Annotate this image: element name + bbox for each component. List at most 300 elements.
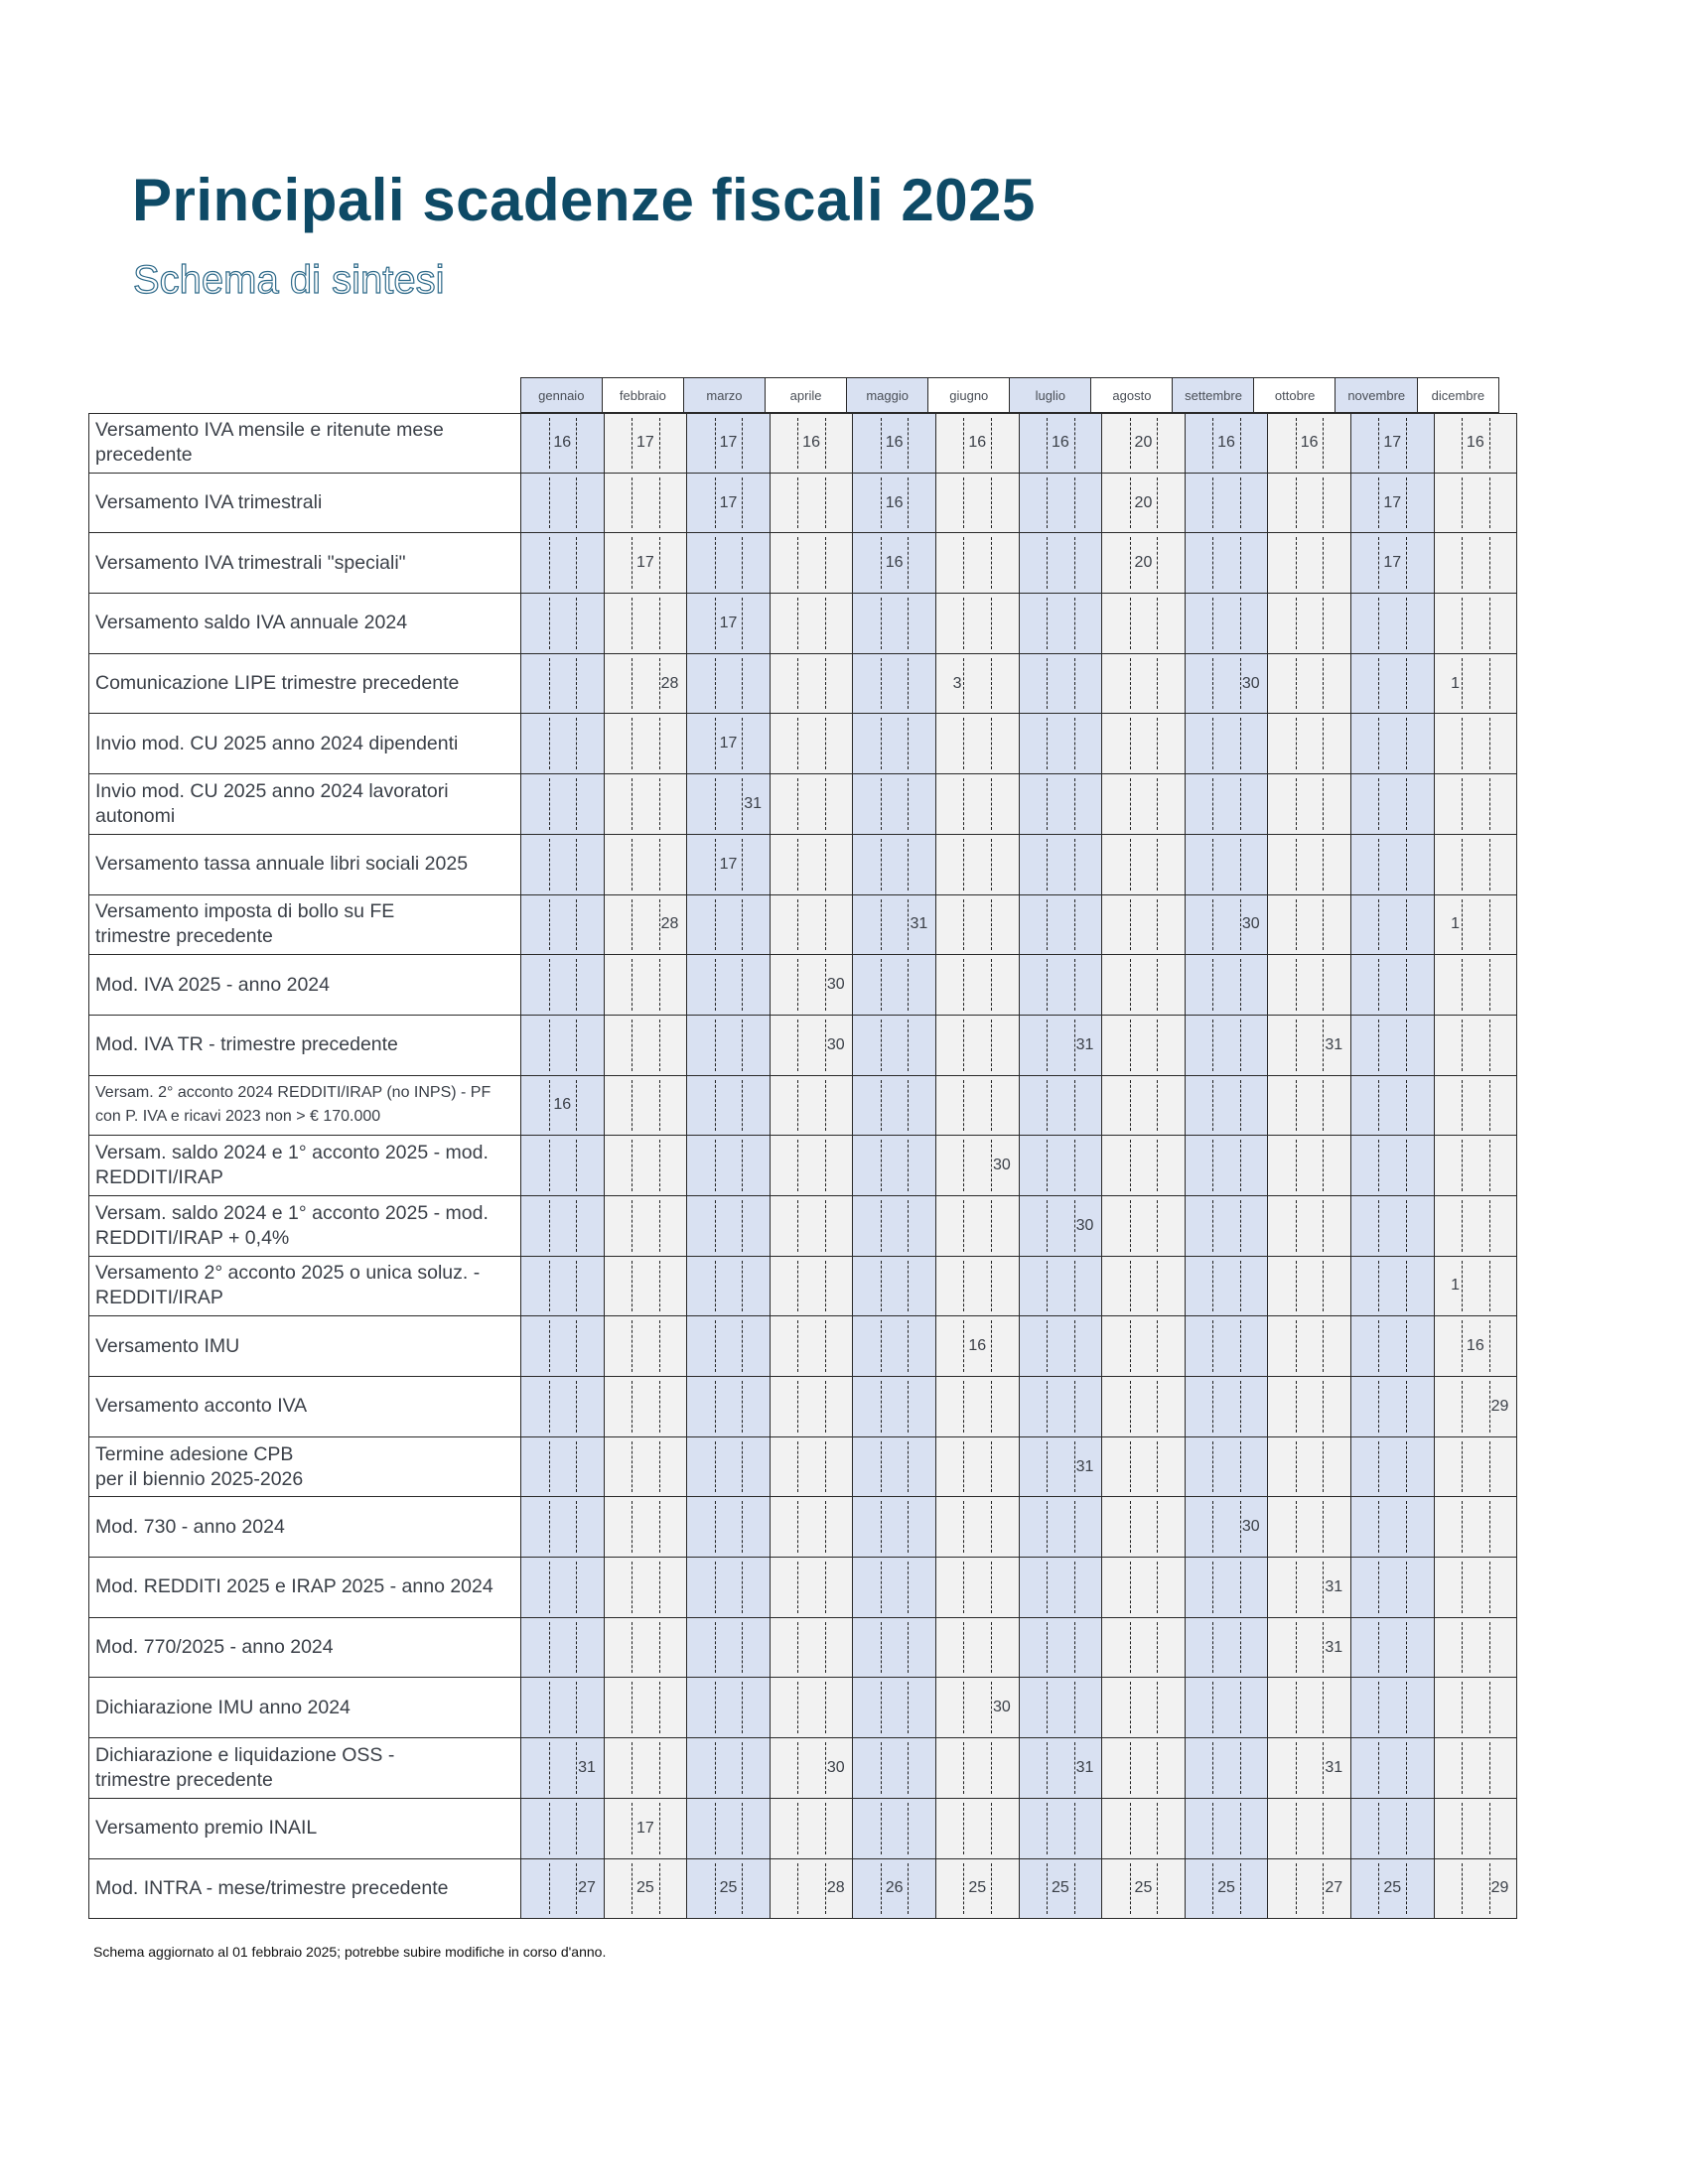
decade-slot: [1435, 1618, 1464, 1678]
decade-divider: [1047, 418, 1048, 469]
deadline-day: 30: [826, 1758, 845, 1776]
decade-slot: [550, 474, 576, 533]
decade-divider: [1074, 1320, 1075, 1372]
month-cell-ottobre: [1268, 774, 1351, 835]
decade-slot: [1463, 1738, 1488, 1798]
decade-slot: [716, 1618, 742, 1678]
decade-divider: [825, 418, 826, 469]
decade-slot: [550, 654, 576, 714]
decade-divider: [1047, 778, 1048, 830]
decade-divider: [549, 1140, 550, 1191]
decade-slot: [798, 1136, 824, 1195]
decade-slot: [1186, 1558, 1214, 1617]
decade-slot: [907, 1257, 935, 1316]
month-cell-gennaio: [521, 1437, 605, 1498]
decade-slot: [907, 1497, 935, 1557]
decade-divider: [1157, 1562, 1158, 1613]
decade-slot: [990, 895, 1019, 955]
decade-slot: [1213, 1257, 1239, 1316]
decade-slot: [824, 414, 853, 473]
decade-divider: [1406, 1080, 1407, 1132]
decade-divider: [632, 1622, 633, 1674]
month-cell-giugno: [936, 1799, 1020, 1859]
decade-slot: [1351, 1558, 1380, 1617]
decade-slot: [1186, 895, 1214, 955]
decade-divider: [908, 1622, 909, 1674]
month-cell-dicembre: [1435, 895, 1518, 956]
decade-slot: [965, 594, 991, 653]
table-row: [88, 533, 1517, 594]
decade-divider: [576, 1140, 577, 1191]
decade-divider: [1047, 1320, 1048, 1372]
decade-divider: [1378, 1441, 1379, 1493]
month-cell-marzo: [687, 895, 771, 956]
decade-slot: [771, 414, 799, 473]
decade-divider: [549, 1742, 550, 1794]
decade-divider: [742, 1803, 743, 1854]
month-cell-marzo: [687, 1437, 771, 1498]
decade-slot: [575, 1799, 604, 1858]
decade-slot: [658, 1558, 687, 1617]
decade-slot: [1351, 774, 1380, 834]
decade-slot: [1020, 955, 1049, 1015]
decade-slot: [633, 1738, 658, 1798]
decade-slot: [1156, 1799, 1185, 1858]
month-cell-giugno: [936, 594, 1020, 654]
decade-slot: [1131, 895, 1157, 955]
decade-slot: [1488, 1618, 1517, 1678]
decade-divider: [797, 1320, 798, 1372]
decade-divider: [1240, 418, 1241, 469]
decade-slot: [907, 1377, 935, 1436]
decade-slot: [1405, 1377, 1434, 1436]
decade-slot: [1020, 1497, 1049, 1557]
decade-divider: [1074, 1863, 1075, 1915]
decade-divider: [659, 1320, 660, 1372]
decade-slot: [1186, 1497, 1214, 1557]
month-cell-giugno: [936, 895, 1020, 956]
deadline-day: 26: [885, 1879, 904, 1897]
decade-divider: [908, 1381, 909, 1433]
month-cell-ottobre: [1268, 1859, 1351, 1920]
decade-slot: [521, 1016, 550, 1075]
decade-slot: [1156, 654, 1185, 714]
decade-divider: [1212, 1080, 1213, 1132]
decade-slot: [1186, 774, 1214, 834]
decade-slot: [1156, 1316, 1185, 1376]
decade-divider: [1462, 899, 1463, 951]
decade-slot: [882, 1678, 908, 1737]
decade-slot: [990, 533, 1019, 593]
decade-slot: [1073, 1196, 1102, 1256]
decade-divider: [908, 718, 909, 769]
decade-slot: [1379, 594, 1405, 653]
decade-slot: [1297, 1859, 1323, 1919]
decade-slot: [1463, 1196, 1488, 1256]
decade-slot: [1048, 1738, 1073, 1798]
decade-slot: [575, 533, 604, 593]
decade-divider: [659, 1803, 660, 1854]
decade-slot: [1048, 1859, 1073, 1919]
decade-slot: [882, 1316, 908, 1376]
decade-slot: [1102, 474, 1131, 533]
decade-divider: [742, 1200, 743, 1252]
decade-slot: [1488, 1016, 1517, 1075]
month-cell-dicembre: [1435, 1196, 1518, 1257]
decade-slot: [1379, 1136, 1405, 1195]
decade-divider: [576, 598, 577, 649]
decade-divider: [715, 839, 716, 890]
decade-slot: [1405, 414, 1434, 473]
decade-divider: [1323, 1622, 1324, 1674]
decade-divider: [659, 478, 660, 529]
month-cell-gennaio: [521, 413, 605, 474]
decade-divider: [1240, 1863, 1241, 1915]
decade-slot: [965, 1196, 991, 1256]
decade-slot: [824, 1859, 853, 1919]
decade-slot: [1186, 1377, 1214, 1436]
decade-slot: [798, 1316, 824, 1376]
decade-divider: [549, 478, 550, 529]
decade-slot: [605, 654, 633, 714]
decade-slot: [798, 1558, 824, 1617]
month-cell-settembre: [1186, 955, 1269, 1016]
deadline-day: 29: [1490, 1397, 1509, 1415]
month-cell-ottobre: [1268, 594, 1351, 654]
decade-slot: [824, 1738, 853, 1798]
decade-slot: [716, 654, 742, 714]
decade-slot: [1239, 1136, 1268, 1195]
deadline-day: 30: [1241, 915, 1260, 933]
deadline-day: 30: [826, 1035, 845, 1053]
decade-divider: [825, 1020, 826, 1071]
decade-slot: [521, 1377, 550, 1436]
month-cell-novembre: [1351, 1437, 1435, 1498]
decade-slot: [990, 414, 1019, 473]
decade-slot: [882, 414, 908, 473]
decade-slot: [741, 1558, 770, 1617]
decade-divider: [1489, 1441, 1490, 1493]
decade-divider: [1212, 418, 1213, 469]
decade-slot: [658, 835, 687, 894]
decade-slot: [1268, 1257, 1297, 1316]
month-cell-dicembre: [1435, 1377, 1518, 1437]
decade-divider: [825, 899, 826, 951]
decade-divider: [1240, 778, 1241, 830]
decade-slot: [853, 1257, 882, 1316]
decade-slot: [907, 474, 935, 533]
decade-slot: [575, 1257, 604, 1316]
decade-slot: [550, 1678, 576, 1737]
decade-slot: [1379, 1377, 1405, 1436]
decade-slot: [1379, 1076, 1405, 1136]
decade-divider: [632, 537, 633, 589]
deadline-label: Mod. IVA TR - trimestre precedente: [88, 1016, 521, 1076]
decade-slot: [658, 1618, 687, 1678]
decade-divider: [1462, 1863, 1463, 1915]
month-cell-febbraio: [605, 1196, 688, 1257]
decade-slot: [1213, 474, 1239, 533]
deadline-label: Dichiarazione e liquidazione OSS - trimestre precedente: [88, 1738, 521, 1799]
decade-divider: [1157, 1261, 1158, 1312]
decade-slot: [1268, 594, 1297, 653]
decade-slot: [687, 1497, 716, 1557]
decade-divider: [632, 1320, 633, 1372]
decade-divider: [1489, 1803, 1490, 1854]
deadline-day: 16: [1466, 434, 1484, 452]
decade-slot: [1020, 1558, 1049, 1617]
decade-slot: [882, 533, 908, 593]
decade-slot: [633, 1316, 658, 1376]
decade-slot: [907, 1558, 935, 1617]
decade-slot: [936, 955, 965, 1015]
table-row: [88, 1257, 1517, 1317]
decade-slot: [853, 1618, 882, 1678]
decade-slot: [1213, 1196, 1239, 1256]
month-cell-settembre: [1186, 1799, 1269, 1859]
decade-slot: [882, 1377, 908, 1436]
decade-slot: [1405, 1678, 1434, 1737]
month-cell-gennaio: [521, 835, 605, 895]
decade-slot: [1268, 1859, 1297, 1919]
decade-divider: [825, 1441, 826, 1493]
month-cell-luglio: [1020, 1437, 1103, 1498]
decade-divider: [1323, 1261, 1324, 1312]
decade-slot: [1379, 474, 1405, 533]
decade-slot: [605, 1799, 633, 1858]
decade-slot: [907, 1738, 935, 1798]
decade-divider: [991, 1200, 992, 1252]
month-cell-settembre: [1186, 594, 1269, 654]
decade-slot: [1268, 895, 1297, 955]
decade-slot: [990, 1377, 1019, 1436]
decade-slot: [741, 474, 770, 533]
decade-divider: [963, 1140, 964, 1191]
decade-slot: [990, 1437, 1019, 1497]
decade-divider: [1378, 1742, 1379, 1794]
decade-slot: [882, 714, 908, 773]
month-cell-gennaio: [521, 895, 605, 956]
decade-slot: [550, 1377, 576, 1436]
decade-slot: [1156, 1136, 1185, 1195]
deadline-day: 28: [826, 1879, 845, 1897]
decade-divider: [1323, 418, 1324, 469]
decade-slot: [1435, 714, 1464, 773]
month-cell-marzo: [687, 714, 771, 774]
month-cell-aprile: [771, 594, 854, 654]
decade-divider: [576, 1441, 577, 1493]
decade-slot: [1463, 414, 1488, 473]
deadline-day: 16: [553, 434, 572, 452]
month-cell-marzo: [687, 1618, 771, 1679]
decade-divider: [1157, 478, 1158, 529]
decade-divider: [1240, 1742, 1241, 1794]
month-cell-gennaio: [521, 1859, 605, 1920]
decade-slot: [824, 774, 853, 834]
decade-divider: [1296, 1441, 1297, 1493]
decade-slot: [1351, 1437, 1380, 1497]
month-cell-marzo: [687, 774, 771, 835]
decade-slot: [1102, 955, 1131, 1015]
decade-divider: [1296, 959, 1297, 1011]
month-cell-ottobre: [1268, 1316, 1351, 1377]
decade-slot: [741, 594, 770, 653]
decade-divider: [1212, 478, 1213, 529]
deadline-day: 30: [1075, 1216, 1094, 1234]
decade-divider: [1296, 1381, 1297, 1433]
decade-divider: [549, 1261, 550, 1312]
decade-slot: [907, 414, 935, 473]
month-cell-agosto: [1102, 714, 1186, 774]
decade-slot: [633, 1196, 658, 1256]
decade-slot: [687, 955, 716, 1015]
month-cell-ottobre: [1268, 1196, 1351, 1257]
decade-slot: [853, 1558, 882, 1617]
decade-divider: [659, 1863, 660, 1915]
month-cell-marzo: [687, 1316, 771, 1377]
decade-slot: [550, 1196, 576, 1256]
decade-slot: [1463, 1558, 1488, 1617]
decade-slot: [853, 1437, 882, 1497]
month-cell-febbraio: [605, 1738, 688, 1799]
decade-slot: [1268, 774, 1297, 834]
decade-slot: [1268, 474, 1297, 533]
decade-divider: [1323, 1682, 1324, 1733]
month-cell-maggio: [853, 1497, 936, 1558]
deadline-label: Mod. IVA 2025 - anno 2024: [88, 955, 521, 1016]
month-cell-agosto: [1102, 1678, 1186, 1738]
decade-divider: [797, 1080, 798, 1132]
month-cell-gennaio: [521, 1196, 605, 1257]
decade-slot: [521, 1497, 550, 1557]
month-header-ottobre: ottobre: [1253, 377, 1336, 413]
decade-slot: [1213, 414, 1239, 473]
decade-divider: [991, 1080, 992, 1132]
decade-slot: [1322, 1618, 1350, 1678]
decade-divider: [1074, 1501, 1075, 1553]
month-cell-dicembre: [1435, 1799, 1518, 1859]
decade-slot: [1156, 1196, 1185, 1256]
decade-divider: [576, 1020, 577, 1071]
decade-slot: [853, 1316, 882, 1376]
decade-slot: [936, 895, 965, 955]
decade-slot: [575, 414, 604, 473]
decade-divider: [1296, 899, 1297, 951]
table-row: [88, 1136, 1517, 1196]
deadline-label: Mod. INTRA - mese/trimestre precedente: [88, 1859, 521, 1920]
decade-slot: [605, 1076, 633, 1136]
decade-divider: [1240, 1441, 1241, 1493]
decade-slot: [1297, 533, 1323, 593]
month-cell-maggio: [853, 1136, 936, 1196]
table-row: [88, 1497, 1517, 1558]
decade-slot: [853, 654, 882, 714]
month-cell-maggio: [853, 835, 936, 895]
decade-slot: [633, 1497, 658, 1557]
decade-divider: [908, 478, 909, 529]
decade-slot: [605, 1558, 633, 1617]
decade-divider: [1296, 1200, 1297, 1252]
decade-divider: [576, 1320, 577, 1372]
decade-slot: [716, 1136, 742, 1195]
decade-divider: [1240, 899, 1241, 951]
decade-slot: [798, 594, 824, 653]
decade-slot: [771, 594, 799, 653]
decade-slot: [1351, 1859, 1380, 1919]
deadline-day: 16: [968, 434, 987, 452]
decade-slot: [575, 1558, 604, 1617]
month-cell-aprile: [771, 1558, 854, 1618]
month-cell-agosto: [1102, 1497, 1186, 1558]
decade-slot: [1048, 1497, 1073, 1557]
decade-slot: [633, 1377, 658, 1436]
decade-slot: [1297, 414, 1323, 473]
decade-slot: [605, 1377, 633, 1436]
decade-divider: [1130, 1381, 1131, 1433]
decade-divider: [576, 658, 577, 710]
decade-divider: [715, 1080, 716, 1132]
decade-divider: [1212, 959, 1213, 1011]
decade-divider: [1130, 1622, 1131, 1674]
decade-slot: [1020, 1377, 1049, 1436]
deadline-day: 30: [826, 976, 845, 994]
decade-slot: [771, 774, 799, 834]
decade-divider: [881, 1320, 882, 1372]
decade-slot: [1156, 955, 1185, 1015]
decade-slot: [1322, 1257, 1350, 1316]
decade-divider: [1047, 537, 1048, 589]
decade-slot: [1073, 1377, 1102, 1436]
decade-slot: [1488, 533, 1517, 593]
deadline-day: 17: [635, 1819, 654, 1837]
decade-slot: [658, 1316, 687, 1376]
decade-divider: [797, 537, 798, 589]
decade-slot: [798, 1497, 824, 1557]
decade-divider: [908, 959, 909, 1011]
deadline-day: 31: [744, 794, 763, 812]
decade-divider: [549, 718, 550, 769]
month-cell-maggio: [853, 1016, 936, 1076]
decade-slot: [658, 1136, 687, 1195]
month-cell-agosto: [1102, 1316, 1186, 1377]
deadline-day: 30: [1241, 674, 1260, 692]
month-cell-febbraio: [605, 1558, 688, 1618]
decade-slot: [633, 1437, 658, 1497]
decade-divider: [1047, 718, 1048, 769]
month-cell-marzo: [687, 1678, 771, 1738]
decade-slot: [1156, 1016, 1185, 1075]
decade-slot: [1435, 1196, 1464, 1256]
decade-slot: [1379, 955, 1405, 1015]
decade-slot: [716, 1316, 742, 1376]
decade-divider: [715, 537, 716, 589]
decade-slot: [1156, 1678, 1185, 1737]
decade-slot: [1322, 1558, 1350, 1617]
decade-slot: [741, 1799, 770, 1858]
decade-divider: [715, 598, 716, 649]
decade-slot: [990, 1738, 1019, 1798]
decade-slot: [605, 1316, 633, 1376]
month-cell-ottobre: [1268, 1076, 1351, 1137]
decade-divider: [1130, 1682, 1131, 1733]
decade-slot: [907, 1859, 935, 1919]
decade-divider: [797, 1742, 798, 1794]
month-cell-febbraio: [605, 1618, 688, 1679]
decade-divider: [1240, 598, 1241, 649]
month-cell-gennaio: [521, 1316, 605, 1377]
decade-slot: [1322, 1076, 1350, 1136]
decade-divider: [549, 1020, 550, 1071]
